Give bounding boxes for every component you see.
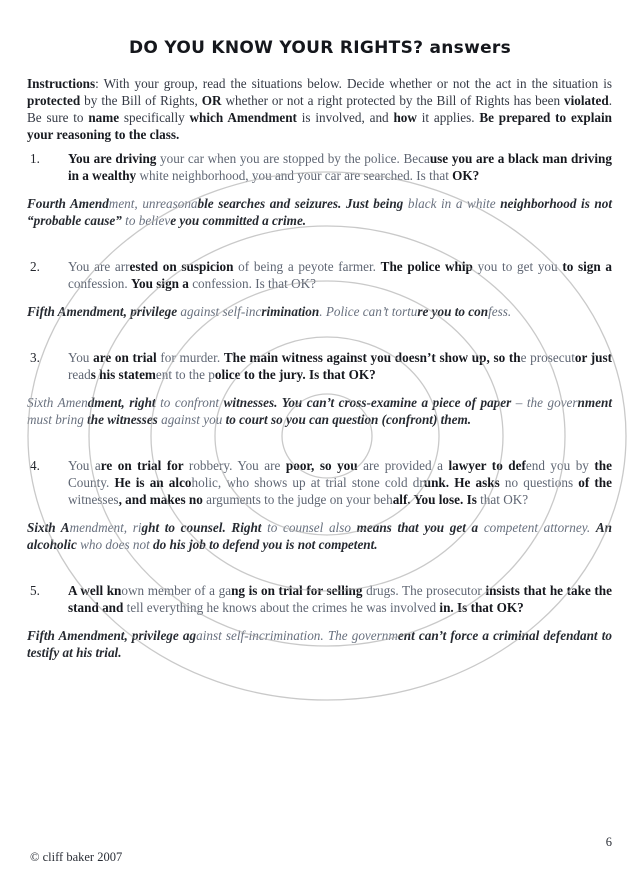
answer-4: Sixth Amendment, right to counsel. Right to counsel also means that you get a competent attorney. An alcoholic who does not do his job to defend you is not competent. <box>27 520 612 552</box>
question-5-text: A well known member of a gang is on trial for selling drugs. The prosecutor insists that he take the stand and tell everything he knows about the crimes he was involved in. Is that OK? <box>68 583 612 615</box>
answer-5: Fifth Amendment, privilege against self-incrimination. The government can’t force a criminal defendant to testify at his trial. <box>27 628 612 660</box>
question-5-number: 5. <box>30 583 40 598</box>
question-5 <box>27 582 612 616</box>
question-2-number: 2. <box>30 259 40 274</box>
question-4-number: 4. <box>30 458 40 473</box>
answer-3: Sixth Amendment, right to confront witnesses. You can’t cross-examine a piece of paper – the government must bring the witnesses against you to court so you can question (confront) them. <box>27 395 612 427</box>
question-4 <box>27 457 612 508</box>
question-1-text: You are driving your car when you are stopped by the police. Because you are a black man driving in a wealthy white neighborhood, you and your car are searched. Is that OK? <box>68 151 612 183</box>
copyright-notice: © cliff baker 2007 <box>30 850 123 864</box>
answer-1: Fourth Amendment, unreasonable searches and seizures. Just being black in a white neighborhood is not “probable cause” to believe you committed a crime. <box>27 196 613 228</box>
question-3 <box>27 349 612 383</box>
question-1-number: 1. <box>30 151 40 166</box>
page-title: DO YOU KNOW YOUR RIGHTS? answers <box>128 38 512 58</box>
question-2 <box>27 258 612 292</box>
question-2-text: You are arrested on suspicion of being a peyote farmer. The police whip you to get you to sign a confession. You sign a confession. Is that OK? <box>68 259 613 291</box>
question-list <box>0 150 640 661</box>
question-3-number: 3. <box>30 350 40 365</box>
page-number: 6 <box>605 835 612 849</box>
question-3-text: You are on trial for murder. The main witness against you doesn’t show up, so the prosecutor just reads his statement to the police to the jury. Is that OK? <box>68 350 613 382</box>
answer-2: Fifth Amendment, privilege against self-incrimination. Police can’t torture you to confess. <box>27 304 512 319</box>
question-4-text: You are on trial for robbery. You are poor, so you are provided a lawyer to defend you by the County. He is an alcoholic, who shows up at trial stone cold drunk. He asks no questions of the witnesses, and makes no arguments to the judge on your behalf. You lose. Is that OK? <box>68 458 612 507</box>
instructions-paragraph: Instructions: With your group, read the situations below. Decide whether or not the act in the situation is protected by the Bill of Rights, OR whether or not a right protected by the Bill of Rights has been violated. Be sure to name specifically which Amendment is involved, and how it applies. Be prepared to explain your reasoning to the class. <box>27 76 612 142</box>
question-1 <box>27 150 612 184</box>
